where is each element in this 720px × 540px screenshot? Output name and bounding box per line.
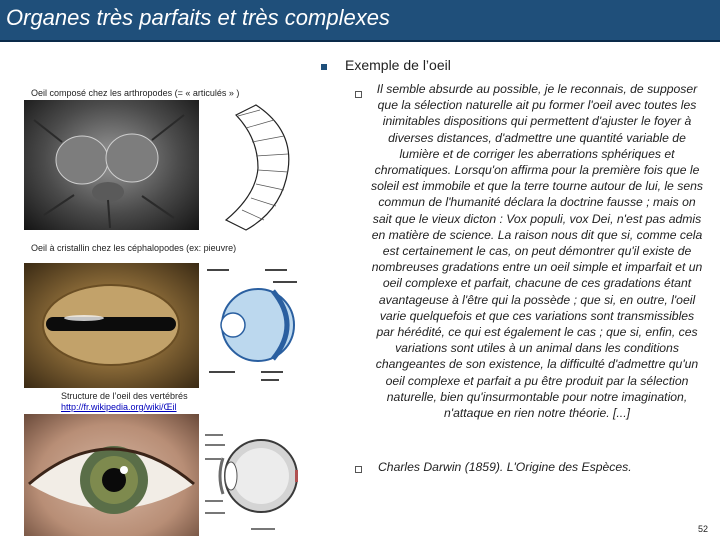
title-bar: [0, 0, 720, 40]
darwin-quote: Il semble absurde au possible, je le reconnais, de supposer que la sélection naturelle ait pu former l'oeil avec toutes les inimitables dispositions qui permettent d'ajuster le foyer à diverses distances, d'admettre une quantité variable de lumière et de corriger les aberrations sphériques et chromatiques. Lorsqu'on affirma pour la première fois que le soleil est immobile et que la terre tourne autour de lui, le sens commun de l'humanité déclara la doctrine fausse ; mais on sait que le vieux dicton : Vox populi, vox Dei, n'est pas admis en matière de science. La raison nous dit que si, comme cela est certainement le cas, on peut démontrer qu'il existe de nombreuses gradations entre un oeil simple et imparfait et un oeil complexe et parfait, chacune de ces gradations étant avantageuse à l'être qui la possède ; que si, en outre, l'oeil varie quelquefois et que ces variations sont transmissibles par hérédité, ce qui est également le cas ; que si, enfin, ces variations sont utiles à un animal dans les conditions changeantes de son existence, la difficulté d'admettre qu'un oeil complexe et parfait a pu être produit par la sélection naturelle, bien qu'insurmontable pour notre imagination, n'attaque en rien notre théorie. [...]: [371, 82, 703, 421]
ommatidia-diagram: [216, 100, 296, 235]
caption-cephalopod-eye: Oeil à cristallin chez les céphalopodes (ex: pieuvre): [31, 243, 237, 253]
citation: Charles Darwin (1859). L'Origine des Espèces.: [378, 460, 632, 474]
title-rule: [0, 40, 720, 42]
fly-eye-photo: [24, 100, 199, 230]
vertebrate-eye-diagram: [203, 414, 298, 536]
sub-bullet-icon: [355, 466, 362, 473]
sub-bullet-icon: [355, 91, 362, 98]
page-number: 52: [698, 524, 709, 534]
bullet-square-icon: [321, 64, 327, 70]
section-heading: Exemple de l’oeil: [345, 57, 451, 73]
human-eye-photo: [24, 414, 199, 536]
caption-vertebrate-eye: Structure de l’oeil des vertébrés: [61, 391, 188, 401]
wikipedia-link[interactable]: http://fr.wikipedia.org/wiki/Œil: [61, 402, 177, 412]
caption-compound-eye: Oeil composé chez les arthropodes (= « articulés » ): [31, 88, 240, 98]
octopus-eye-photo: [24, 263, 199, 388]
slide-title: Organes très parfaits et très complexes: [6, 5, 390, 30]
cephalopod-eye-diagram: [203, 263, 303, 388]
